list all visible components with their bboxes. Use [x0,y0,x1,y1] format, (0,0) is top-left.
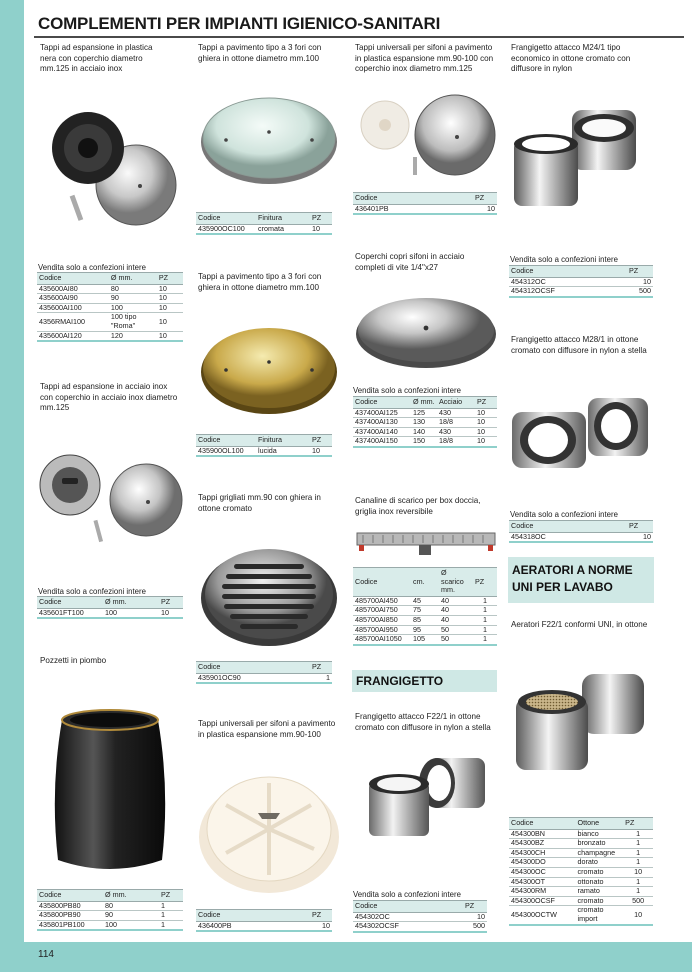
column-header: PZ [157,273,183,285]
column-header: Codice [509,818,576,830]
column-header: Codice [353,397,411,409]
table-row: 435600AI120 120 10 [37,331,183,341]
table-row: 454318OC 10 [511,531,651,541]
column-header: Codice [353,901,463,913]
left-color-band [0,0,24,972]
table-row: 437400AI140 140 430 10 [353,427,497,437]
column-header: PZ [159,890,183,902]
column-header: Ø scarico mm. [439,568,473,597]
page-number: 114 [38,949,54,960]
column-header: cm. [411,568,439,597]
table-row: 436400PB 10 [198,920,330,930]
section-title-aeratori: AERATORI A NORME UNI PER LAVABO [508,557,654,603]
product-description: Tappi universali per sifoni a pavimento in plastica espansione mm.90-100 con coperchio inox diametro mm.125 [355,43,494,74]
vendita-note: Vendita solo a confezioni intere [353,890,461,899]
table-row: 454300DO dorato 1 [509,858,653,868]
product-photo [508,100,654,220]
table-row: 437400AI125 125 430 10 [353,408,497,418]
column-header: Codice [37,597,103,609]
column-header: PZ [159,597,183,609]
product-photo [196,90,342,190]
product-photo [355,740,497,848]
product-photo [40,700,180,880]
table-row: 4356RMAI100 100 tipo "Roma" 10 [37,313,183,331]
product-photo [196,765,342,895]
product-photo [196,318,342,418]
table-row: 485700AI450 45 40 1 [353,596,497,606]
table-row: 435800PB90 90 1 [37,911,183,921]
table-row: 436401PB 10 [355,203,495,213]
product-table [509,265,653,298]
table-row: 454300BZ bronzato 1 [509,839,653,849]
product-description: Coperchi copri sifoni in acciaio completi di vite 1/4"x27 [355,252,465,272]
table-row: 454300OC cromato 10 [509,867,653,877]
product-description: Aeratori F22/1 conformi UNI, in ottone [511,620,648,629]
title-underline [34,36,684,38]
table-row: 435600AI100 100 10 [37,303,183,313]
vendita-note: Vendita solo a confezioni intere [38,587,146,596]
table-row: 435800PB80 80 1 [37,901,183,911]
column-header: Ø mm. [411,397,437,409]
column-header: PZ [627,266,653,278]
table-row: 454300OCTW cromato import 10 [509,906,653,925]
column-header: Codice [196,213,256,225]
bottom-color-band [0,942,692,972]
table-row: 485700AI850 85 40 1 [353,615,497,625]
table-row: 435901OC90 1 [198,672,330,682]
table-row: 454312OC 10 [511,276,651,286]
product-table [196,661,332,684]
table-row: 454300CH champagne 1 [509,848,653,858]
product-table [196,212,332,235]
column-header: Finitura [256,435,310,447]
product-table [196,434,332,457]
vendita-note: Vendita solo a confezioni intere [510,510,618,519]
product-table [509,817,653,926]
product-description: Tappi a pavimento tipo a 3 fori con ghiera in ottone diametro mm.100 [198,272,322,292]
column-header: Ø mm. [103,890,159,902]
column-header: PZ [310,435,332,447]
product-table [509,520,653,543]
product-table [353,192,497,215]
vendita-note: Vendita solo a confezioni intere [353,386,461,395]
product-description: Tappi a pavimento tipo a 3 fori con ghiera in ottone diametro mm.100 [198,43,322,63]
vendita-note: Vendita solo a confezioni intere [510,255,618,264]
product-description: Tappi ad espansione in plastica nera con coperchio diametro mm.125 in acciaio inox [40,43,153,74]
table-row: 435900OC100 cromata 10 [196,224,332,234]
column-header: PZ [310,213,332,225]
column-header: Codice [509,266,627,278]
product-photo [353,525,499,561]
product-description: Tappi grigliati mm.90 con ghiera in ottone cromato [198,493,321,513]
column-header: Codice [196,910,310,922]
product-photo [196,540,342,650]
product-photo [508,392,654,476]
section-title-frangigetto: FRANGIGETTO [352,670,497,692]
product-table [37,889,183,931]
product-photo [353,85,499,185]
column-header: PZ [463,901,487,913]
column-header: Ø mm. [103,597,159,609]
table-row: 454302OCSF 500 [355,921,485,931]
product-photo [510,668,652,788]
vendita-note: Vendita solo a confezioni intere [38,263,146,272]
table-row: 435801PB100 100 1 [37,920,183,930]
column-header: PZ [623,818,653,830]
table-row: 454312OCSF 500 [511,286,651,296]
column-header: PZ [473,193,497,205]
column-header: Codice [37,890,103,902]
column-header: PZ [627,521,653,533]
column-header: PZ [473,568,497,597]
page-title: COMPLEMENTI PER IMPIANTI IGIENICO-SANITARI [38,14,441,33]
column-header: Ottone [576,818,624,830]
table-row: 485700AI1050 105 50 1 [353,635,497,645]
column-header: Finitura [256,213,310,225]
column-header: Codice [353,568,411,597]
table-row: 435600AI80 80 10 [37,284,183,294]
product-table [353,396,497,448]
table-row: 437400AI130 130 18/8 10 [353,418,497,428]
table-row: 454300BN bianco 1 [509,829,653,839]
table-row: 435600AI90 90 10 [37,294,183,304]
product-photo [36,100,184,240]
column-header: Ø mm. [109,273,157,285]
column-header: Codice [37,273,109,285]
product-description: Frangigetto attacco M28/1 in ottone cromato con diffusore in nylon a stella [511,335,647,355]
product-table [353,567,497,646]
product-description: Frangigetto attacco M24/1 tipo economico in ottone cromato con diffusore in nylon [511,43,631,74]
product-table [353,900,487,933]
product-table [196,909,332,932]
product-description: Tappi ad espansione in acciaio inox con coperchio in acciaio inox diametro mm.125 [40,382,178,413]
column-header: PZ [475,397,497,409]
column-header: Acciaio [437,397,475,409]
table-row: 435900OL100 lucida 10 [196,446,332,456]
column-header: PZ [310,662,332,674]
product-description: Frangigetto attacco F22/1 in ottone cromato con diffusore in nylon a stella [355,712,491,732]
product-photo [353,290,499,370]
table-row: 454300OT ottonato 1 [509,877,653,887]
column-header: Codice [196,435,256,447]
table-row: 454302OC 10 [355,911,485,921]
product-description: Tappi universali per sifoni a pavimento in plastica espansione mm.90-100 [198,719,336,739]
table-row: 485700AI750 75 40 1 [353,606,497,616]
table-row: 454300OCSF cromato 500 [509,896,653,906]
column-header: PZ [310,910,332,922]
table-row: 454300RM ramato 1 [509,887,653,897]
table-row: 435601FT100 100 10 [37,608,183,618]
table-row: 437400AI150 150 18/8 10 [353,437,497,447]
product-photo [36,440,184,560]
column-header: Codice [353,193,473,205]
product-description: Pozzetti in piombo [40,656,107,665]
product-table [37,272,183,342]
column-header: Codice [509,521,627,533]
column-header: Codice [196,662,310,674]
product-table [37,596,183,619]
product-description: Canaline di scarico per box doccia, griglia inox reversibile [355,496,481,516]
table-row: 485700AI950 95 50 1 [353,625,497,635]
